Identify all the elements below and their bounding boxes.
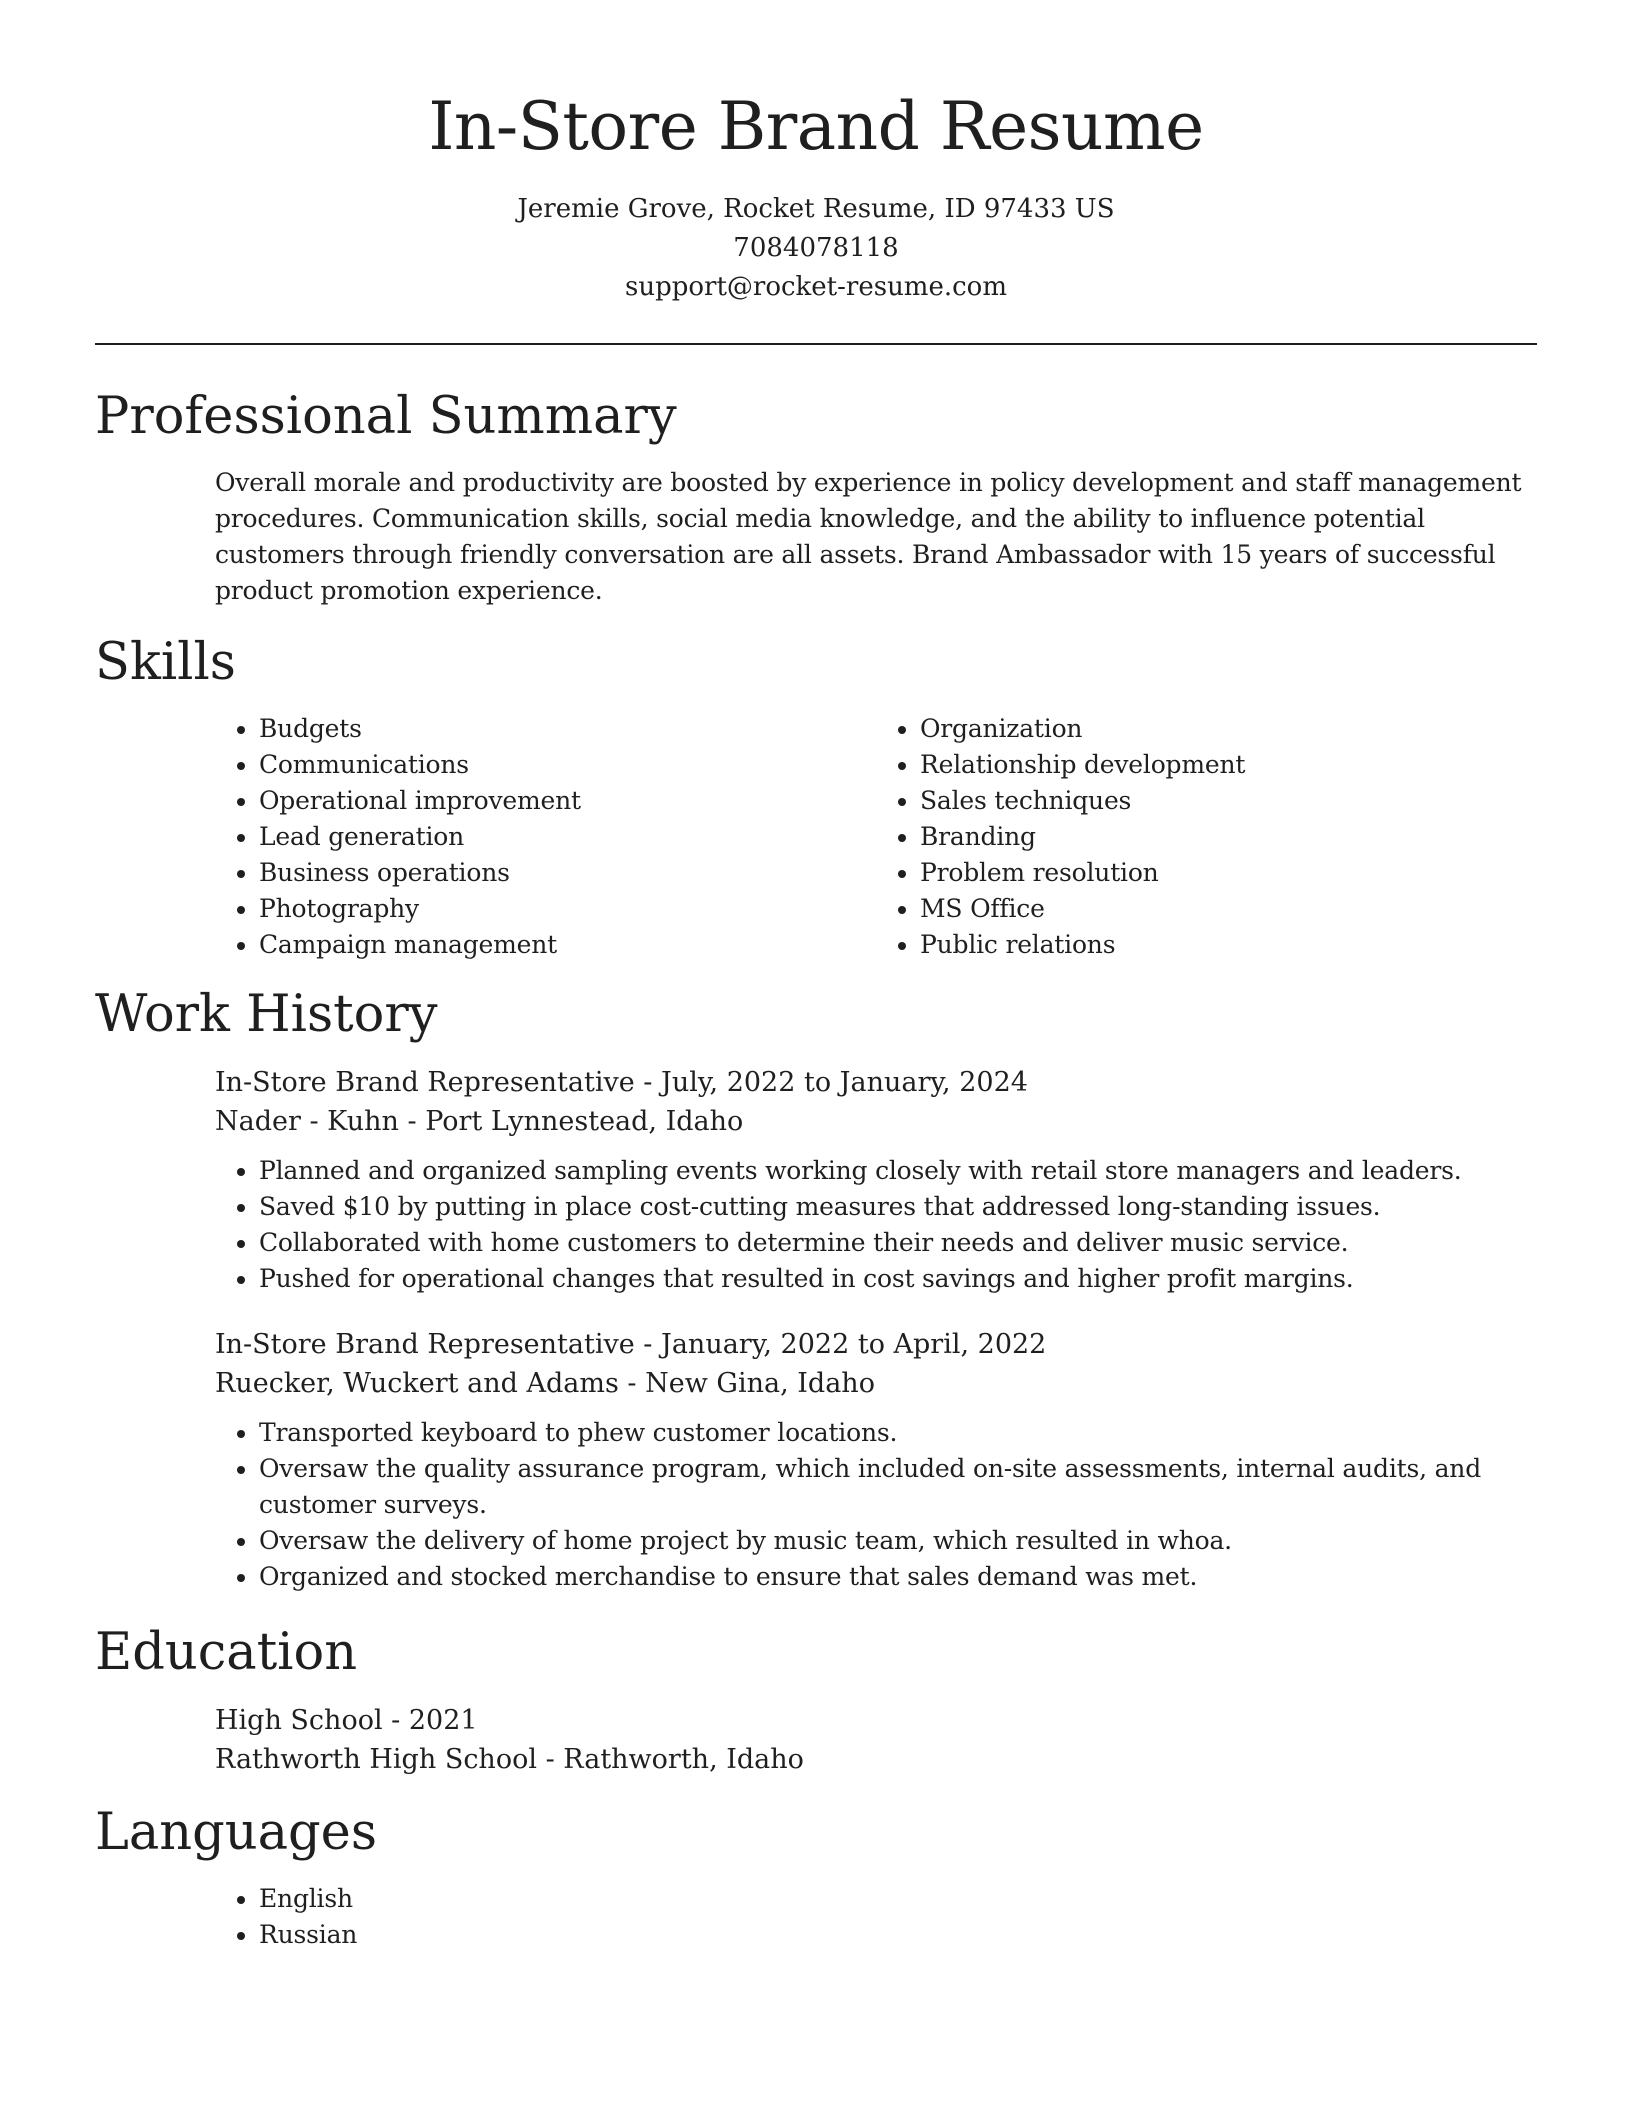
- job-entry: [215, 1063, 1537, 1297]
- header-divider: [95, 343, 1537, 345]
- job-company-line: [215, 1364, 1537, 1403]
- work-history-heading: Work History: [95, 985, 438, 1044]
- job-title: In-Store Brand Representative: [215, 1329, 635, 1360]
- education-school: Rathworth High School: [215, 1744, 537, 1775]
- job-entry: [215, 1325, 1537, 1595]
- skill-item: • Organization: [920, 711, 1537, 747]
- contact-phone: 7084078118: [733, 233, 899, 263]
- skill-item: • Operational improvement: [259, 783, 876, 819]
- job-location: - Port Lynnestead, Idaho: [398, 1106, 744, 1137]
- resume-header: [95, 86, 1537, 307]
- summary-text: Overall morale and productivity are boosted by experience in policy development and staff management procedures. Communication skills, social media knowledge, and the ability to influence potential customers through friendly conversation are all assets. Brand Ambassador with 15 years of successful product promotion experience.: [215, 468, 1522, 605]
- skill-item: • Public relations: [920, 927, 1537, 963]
- job-title: In-Store Brand Representative: [215, 1067, 635, 1098]
- skill-item: • Problem resolution: [920, 855, 1537, 891]
- skill-item: • MS Office: [920, 891, 1537, 927]
- skill-item: • Campaign management: [259, 927, 876, 963]
- skill-item: • Photography: [259, 891, 876, 927]
- job-company-line: [215, 1102, 1537, 1141]
- skill-item: • Sales techniques: [920, 783, 1537, 819]
- job-bullets: [215, 1415, 1537, 1595]
- languages-heading: Languages: [95, 1803, 378, 1862]
- skills-section: [95, 633, 1537, 963]
- education-entry: [215, 1701, 1537, 1779]
- languages-section: [95, 1803, 1537, 1953]
- education-section: [95, 1623, 1537, 1779]
- job-company: Nader - Kuhn: [215, 1106, 399, 1137]
- job-bullet: • Collaborated with home customers to determine their needs and deliver music service.: [259, 1225, 1537, 1261]
- skills-column-left: [215, 711, 876, 963]
- job-bullet: • Planned and organized sampling events working closely with retail store managers and leaders.: [259, 1153, 1537, 1189]
- job-dates: - January, 2022 to April, 2022: [634, 1329, 1047, 1360]
- job-bullet: • Pushed for operational changes that resulted in cost savings and higher profit margins.: [259, 1261, 1537, 1297]
- education-degree: High School: [215, 1705, 383, 1736]
- education-degree-line: [215, 1701, 1537, 1740]
- job-bullet: • Saved $10 by putting in place cost-cutting measures that addressed long-standing issues.: [259, 1189, 1537, 1225]
- job-title-line: [215, 1063, 1537, 1102]
- education-location: - Rathworth, Idaho: [536, 1744, 804, 1775]
- job-bullet: • Transported keyboard to phew customer locations.: [259, 1415, 1537, 1451]
- language-item: • English: [259, 1881, 1537, 1917]
- skill-item: • Relationship development: [920, 747, 1537, 783]
- contact-address: Jeremie Grove, Rocket Resume, ID 97433 US: [517, 194, 1115, 224]
- languages-list: [215, 1881, 1537, 1953]
- job-location: - New Gina, Idaho: [618, 1368, 875, 1399]
- job-bullets: [215, 1153, 1537, 1297]
- work-history-section: [95, 985, 1537, 1595]
- job-company: Ruecker, Wuckert and Adams: [215, 1368, 619, 1399]
- skills-heading: Skills: [95, 633, 236, 692]
- job-bullet: • Oversaw the quality assurance program, which included on-site assessments, internal audits, and customer surveys.: [259, 1451, 1537, 1523]
- education-heading: Education: [95, 1623, 358, 1682]
- job-dates: - July, 2022 to January, 2024: [634, 1067, 1028, 1098]
- resume-title: In-Store Brand Resume: [428, 88, 1204, 165]
- skills-column-right: [876, 711, 1537, 963]
- contact-email: support@rocket-resume.com: [624, 272, 1007, 302]
- education-school-line: [215, 1740, 1537, 1779]
- skills-grid: [215, 711, 1537, 963]
- skill-item: • Communications: [259, 747, 876, 783]
- summary-section: [95, 387, 1537, 609]
- language-item: • Russian: [259, 1917, 1537, 1953]
- skill-item: • Branding: [920, 819, 1537, 855]
- summary-heading: Professional Summary: [95, 387, 677, 446]
- skill-item: • Lead generation: [259, 819, 876, 855]
- skill-item: • Business operations: [259, 855, 876, 891]
- job-bullet: • Organized and stocked merchandise to ensure that sales demand was met.: [259, 1559, 1537, 1595]
- skill-item: • Budgets: [259, 711, 876, 747]
- job-bullet: • Oversaw the delivery of home project by music team, which resulted in whoa.: [259, 1523, 1537, 1559]
- job-title-line: [215, 1325, 1537, 1364]
- education-year: - 2021: [382, 1705, 478, 1736]
